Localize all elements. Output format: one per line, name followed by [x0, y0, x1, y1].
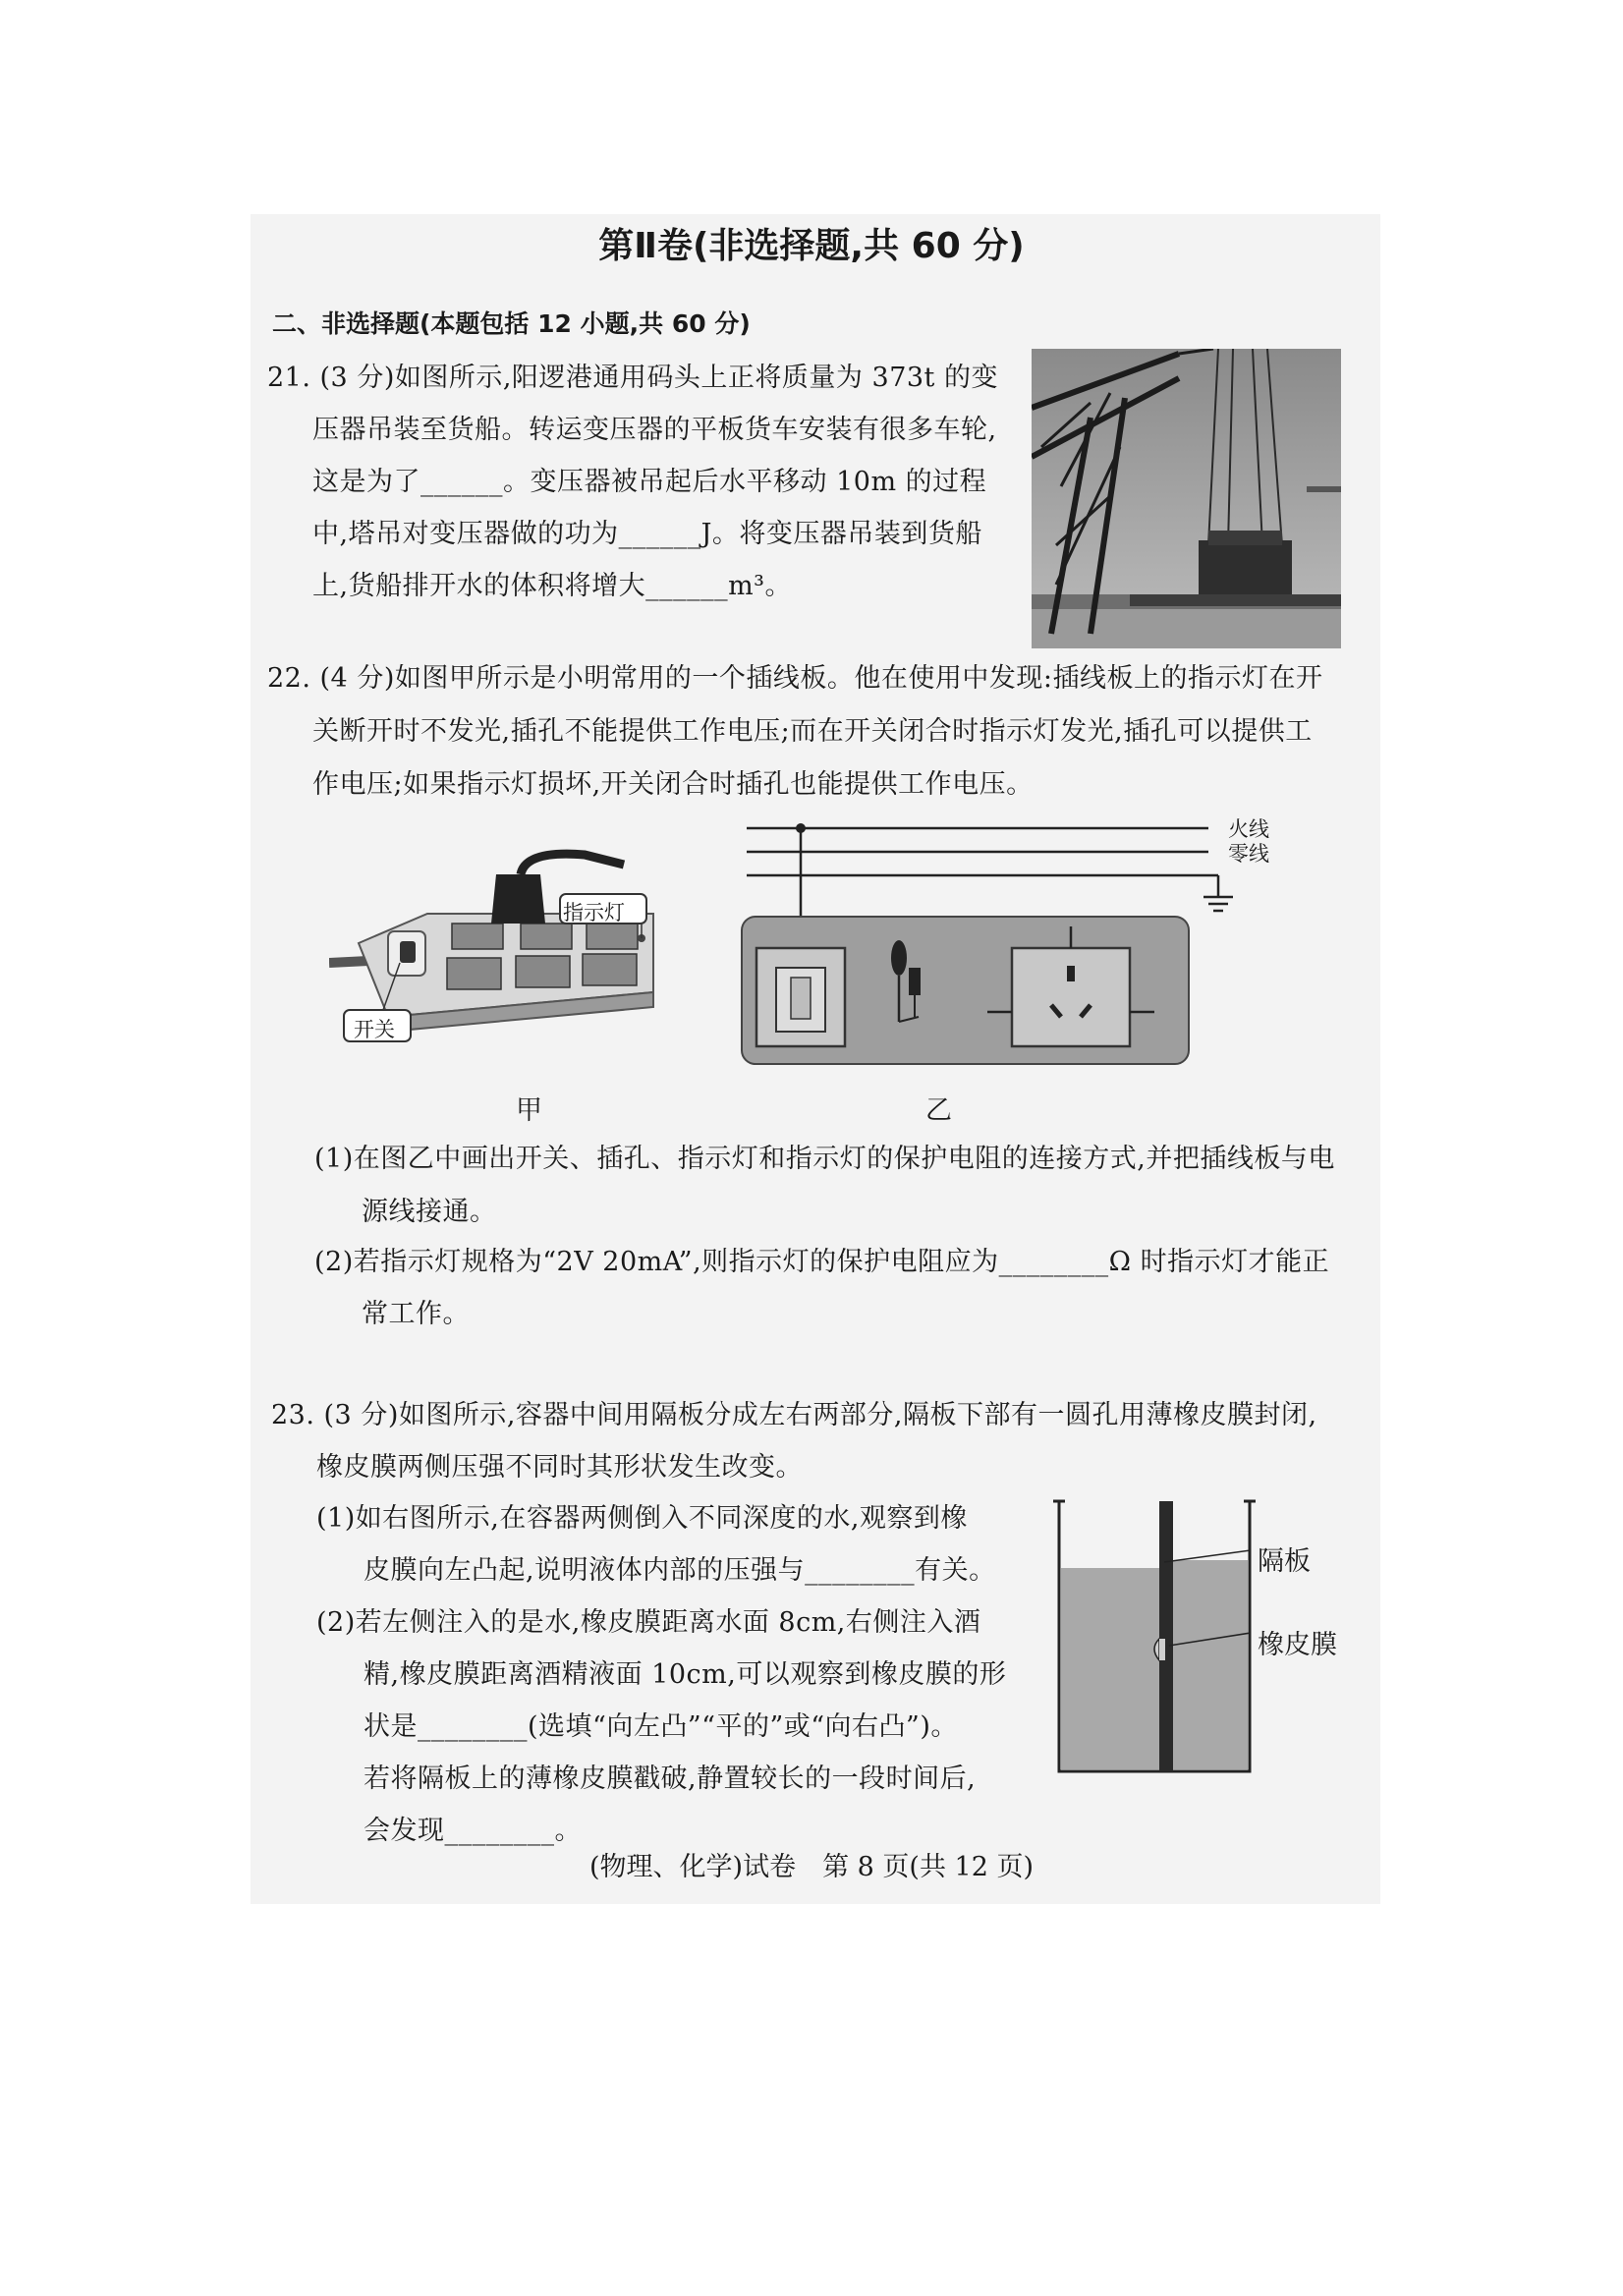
q21-line-4: 中,塔吊对变压器做的功为______J。将变压器吊装到货船: [312, 519, 982, 549]
q23-sub2-line-1: (2)若左侧注入的是水,橡皮膜距离水面 8cm,右侧注入酒: [316, 1607, 981, 1638]
q21-line-1: 21. (3 分)如图所示,阳逻港通用码头上正将质量为 373t 的变: [267, 363, 998, 393]
q22-sub2-line-2: 常工作。: [362, 1299, 470, 1329]
q22-line-2: 关断开时不发光,插孔不能提供工作电压;而在开关闭合时指示灯发光,插孔可以提供工: [312, 716, 1313, 747]
q23-sub1-line-2: 皮膜向左凸起,说明液体内部的压强与________有关。: [364, 1555, 996, 1586]
label-neutral-wire: 零线: [1228, 842, 1269, 866]
q22-line-1: 22. (4 分)如图甲所示是小明常用的一个插线板。他在使用中发现:插线板上的指示灯在开: [267, 663, 1323, 694]
q21-line-2: 压器吊装至货船。转运变压器的平板货车安装有很多车轮,: [312, 415, 997, 445]
q23-sub2-line-5: 会发现________。: [364, 1816, 582, 1846]
q23-sub1-line-1: (1)如右图所示,在容器两侧倒入不同深度的水,观察到橡: [316, 1503, 968, 1534]
container-leader-lines: [1164, 1542, 1262, 1651]
page-title: 第Ⅱ卷(非选择题,共 60 分): [598, 226, 1025, 266]
label-switch: 开关: [354, 1018, 395, 1041]
label-indicator-light: 指示灯: [563, 901, 625, 924]
q22-sub2-line-1: (2)若指示灯规格为“2V 20mA”,则指示灯的保护电阻应为________Ω 时指示灯才能正: [314, 1247, 1330, 1277]
q21-line-3: 这是为了______。变压器被吊起后水平移动 10m 的过程: [312, 467, 987, 497]
wiring-diagram-yi: [732, 811, 1287, 1066]
q22-sub1-line-2: 源线接通。: [362, 1197, 497, 1227]
q23-sub2-line-3: 状是________(选填“向左凸”“平的”或“向右凸”)。: [364, 1711, 958, 1742]
label-divider: 隔板: [1258, 1546, 1311, 1577]
q23-line-1: 23. (3 分)如图所示,容器中间用隔板分成左右两部分,隔板下部有一圆孔用薄橡皮膜封闭,: [271, 1400, 1317, 1430]
page-footer: (物理、化学)试卷 第 8 页(共 12 页): [589, 1852, 1034, 1882]
label-membrane: 橡皮膜: [1258, 1630, 1337, 1660]
q22-line-3: 作电压;如果指示灯损坏,开关闭合时插孔也能提供工作电压。: [312, 769, 1034, 800]
q22-sub1-line-1: (1)在图乙中画出开关、插孔、指示灯和指示灯的保护电阻的连接方式,并把插线板与电: [314, 1144, 1335, 1174]
q23-sub2-line-2: 精,橡皮膜距离酒精液面 10cm,可以观察到橡皮膜的形: [364, 1659, 1007, 1690]
q23-sub2-line-4: 若将隔板上的薄橡皮膜戳破,静置较长的一段时间后,: [364, 1764, 977, 1794]
crane-photo: [1032, 349, 1341, 648]
q21-line-5: 上,货船排开水的体积将增大______m³。: [312, 571, 793, 601]
caption-jia: 甲: [516, 1095, 542, 1126]
caption-yi: 乙: [925, 1095, 952, 1126]
label-live-wire: 火线: [1228, 817, 1269, 841]
q23-line-2: 橡皮膜两侧压强不同时其形状发生改变。: [316, 1452, 803, 1483]
section-heading: 二、非选择题(本题包括 12 小题,共 60 分): [272, 309, 751, 338]
